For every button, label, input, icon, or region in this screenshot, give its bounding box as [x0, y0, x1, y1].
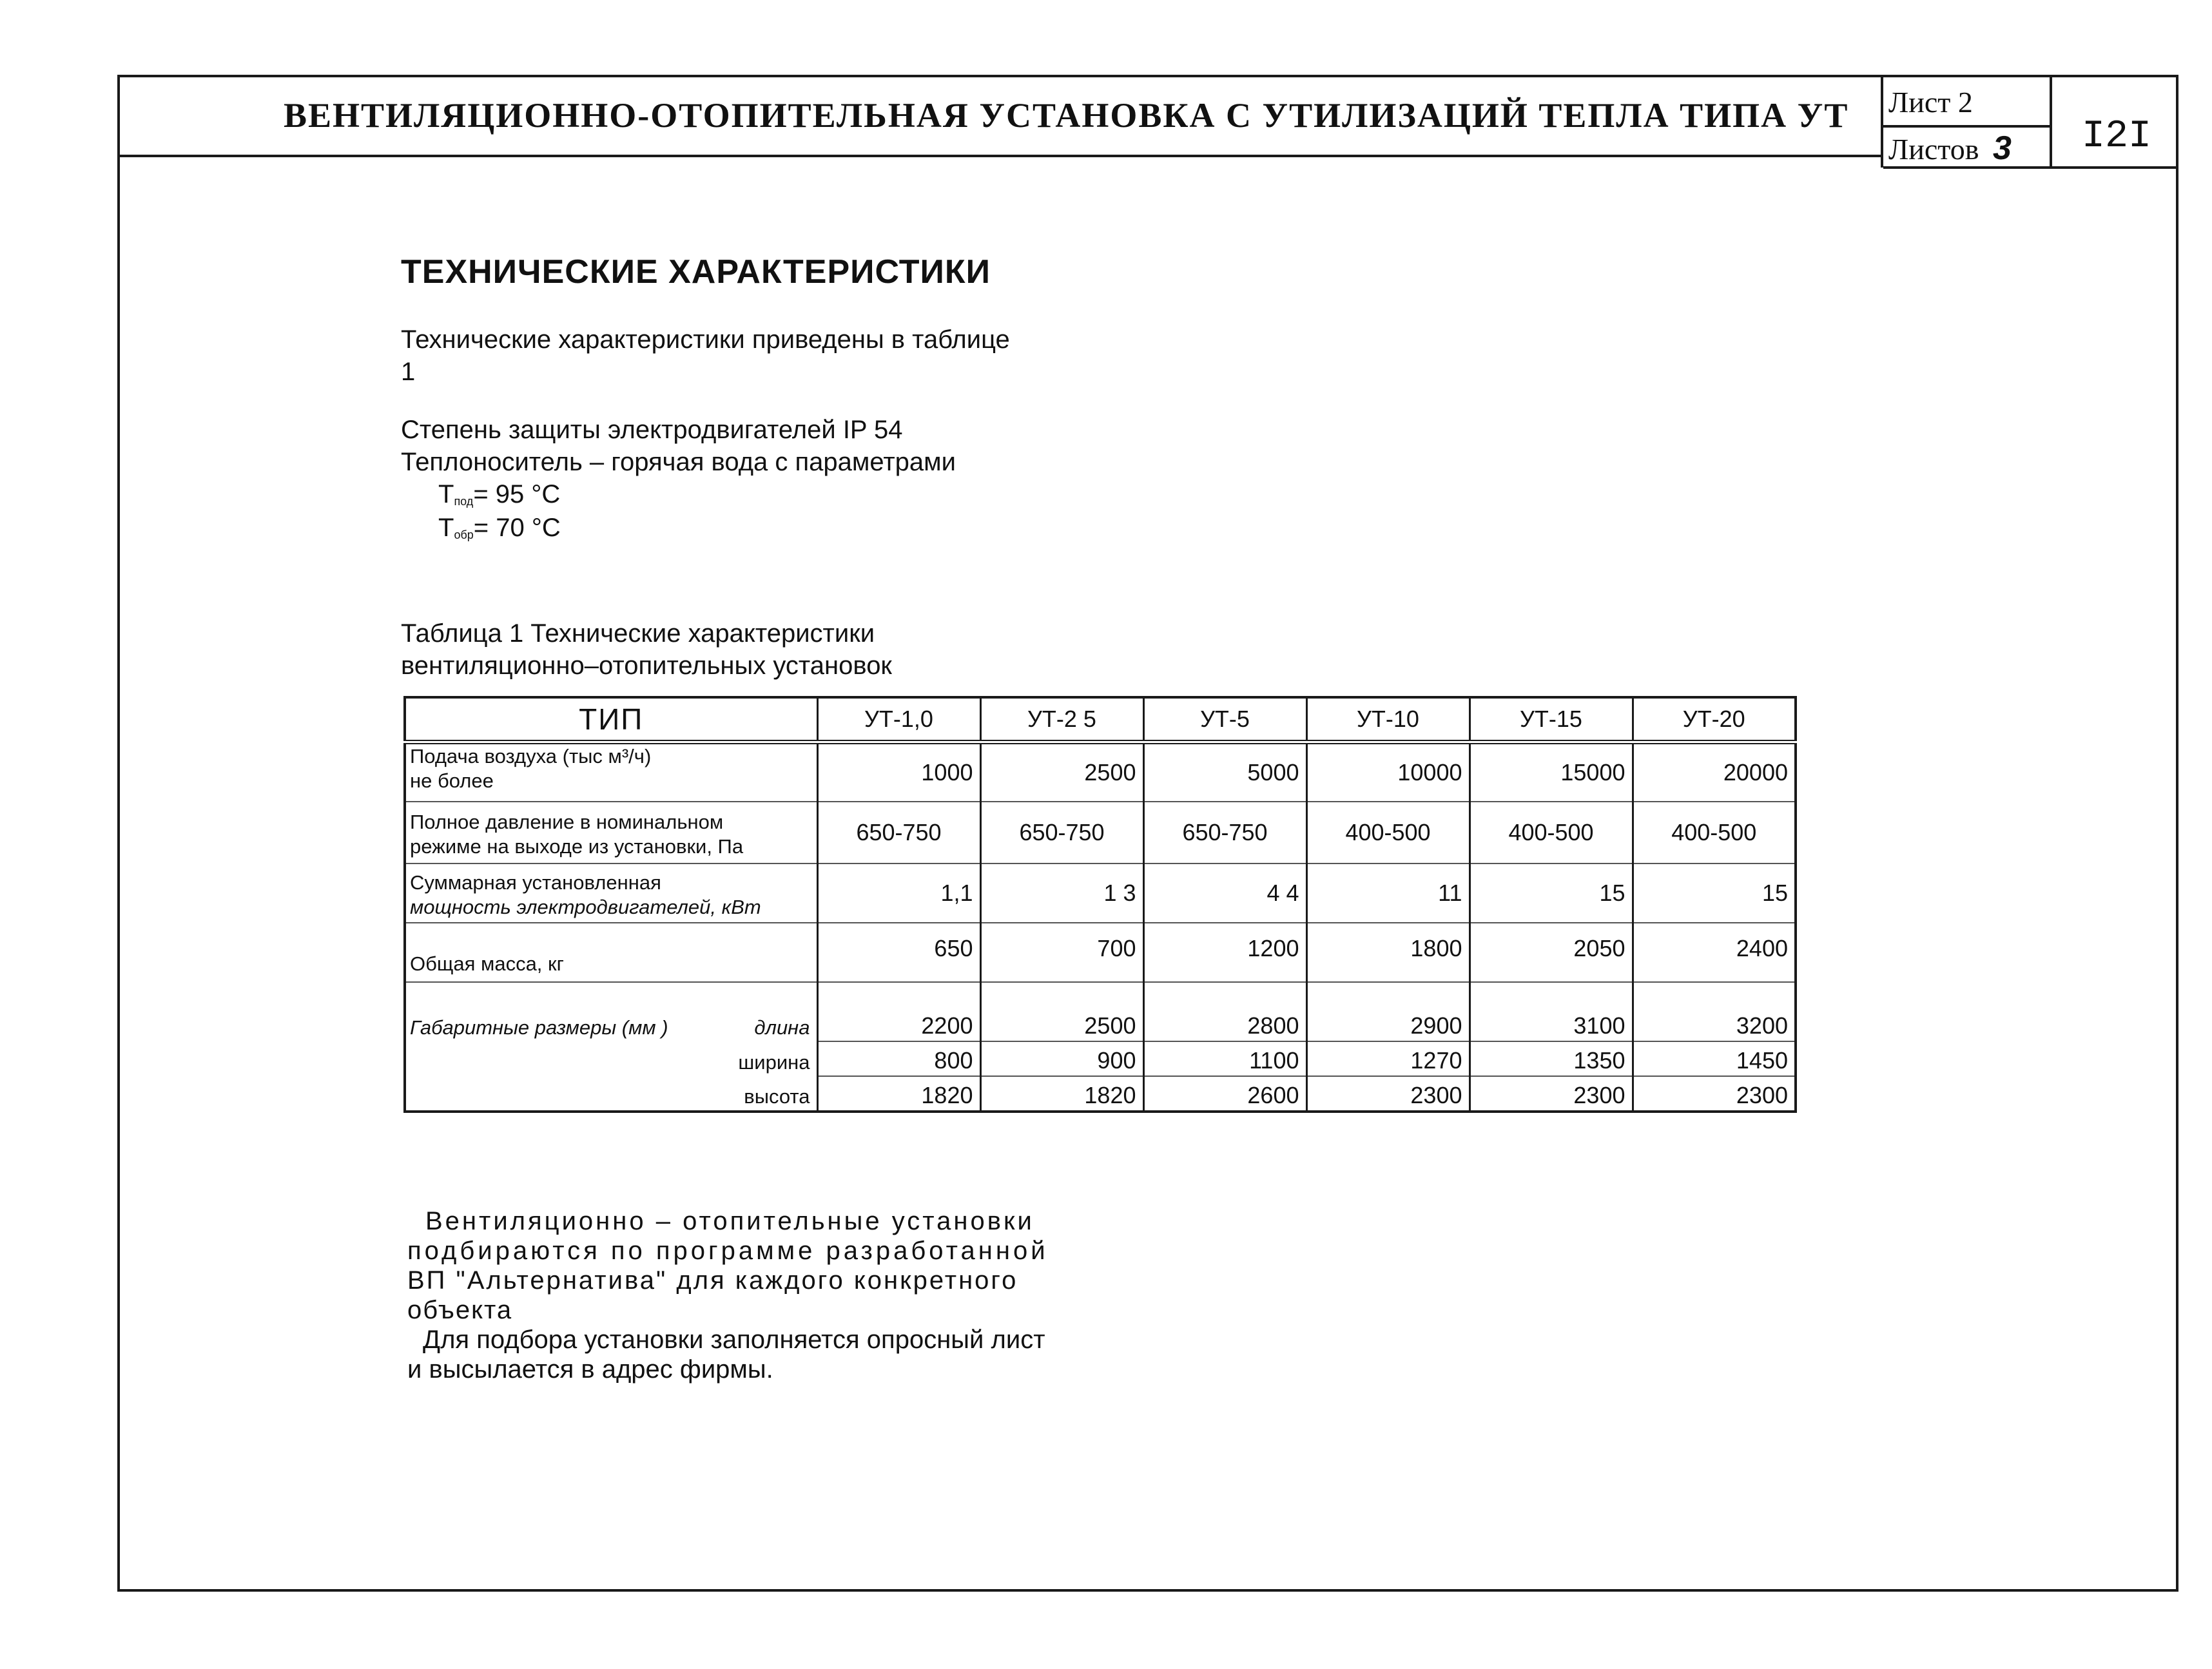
title-block-divider — [1881, 75, 1883, 168]
dimensions-length-label — [410, 1016, 817, 1040]
row-label-line: режиме на выходе из установки, Па — [410, 834, 744, 858]
row-label-line: Суммарная установленная — [410, 871, 661, 894]
column-header: УТ-5 — [1143, 697, 1306, 742]
table-cell: 11 — [1306, 863, 1470, 923]
row-label-height — [405, 1076, 817, 1112]
section-heading: ТЕХНИЧЕСКИЕ ХАРАКТЕРИСТИКИ — [401, 253, 991, 291]
sheets-value: 3 — [1992, 130, 2012, 167]
column-header: УТ-1,0 — [817, 697, 980, 742]
table-cell: 1100 — [1143, 1041, 1306, 1076]
table-cell: 1,1 — [817, 863, 980, 923]
table-header-row — [405, 697, 1796, 742]
table-cell: 650 — [817, 923, 980, 982]
table-cell: 2050 — [1470, 923, 1633, 982]
table-cell: 4 4 — [1143, 863, 1306, 923]
height-label-wrap — [410, 1085, 817, 1109]
row-label-air-supply — [405, 742, 817, 802]
table-cell: 20000 — [1633, 742, 1796, 802]
column-header: УТ-10 — [1306, 697, 1470, 742]
row-label-width — [405, 1041, 817, 1076]
page-number-divider — [2050, 75, 2052, 168]
row-label-pressure — [405, 802, 817, 863]
row-label-power — [405, 863, 817, 923]
table-cell: 10000 — [1306, 742, 1470, 802]
supply-temp-subscript: под — [454, 495, 474, 508]
table-row-pressure — [405, 802, 1796, 863]
sheets-count-cell — [1888, 129, 2012, 168]
intro-line-1: Технические характеристики приведены в таблице — [401, 325, 1010, 354]
column-header: УТ-15 — [1470, 697, 1633, 742]
table-cell: 2300 — [1470, 1076, 1633, 1112]
table-cell: 2400 — [1633, 923, 1796, 982]
table-cell: 1450 — [1633, 1041, 1796, 1076]
table-row-mass — [405, 923, 1796, 982]
intro-line-2: 1 — [401, 358, 416, 386]
table-cell: 2300 — [1633, 1076, 1796, 1112]
table-cell: 1270 — [1306, 1041, 1470, 1076]
table-row-power — [405, 863, 1796, 923]
page-number: I2I — [2082, 115, 2152, 159]
table-row-height — [405, 1076, 1796, 1112]
row-label-line: мощность электродвигателей, кВт — [410, 895, 761, 918]
table-cell: 400-500 — [1633, 802, 1796, 863]
table-cell: 400-500 — [1306, 802, 1470, 863]
sheets-label: Листов — [1888, 133, 1979, 166]
table-row-width — [405, 1041, 1796, 1076]
note-line-5: Для подбора установки заполняется опросный лист — [423, 1326, 1045, 1354]
row-label-line: Полное давление в номинальном — [410, 810, 724, 833]
table-cell: 1820 — [817, 1076, 980, 1112]
row-label-line: Подача воздуха (тыс м³/ч) — [410, 745, 652, 767]
table-cell: 700 — [980, 923, 1143, 982]
note-line-4: объекта — [407, 1296, 513, 1324]
table-cell: 1000 — [817, 742, 980, 802]
row-label-line: не более — [410, 769, 494, 792]
note-line-2: подбираются по программе разработанной — [407, 1237, 1049, 1265]
table-cell: 15000 — [1470, 742, 1633, 802]
column-header: УТ-2 5 — [980, 697, 1143, 742]
table-caption — [401, 617, 892, 682]
table-cell: 1 3 — [980, 863, 1143, 923]
width-label: ширина — [738, 1050, 810, 1074]
supply-temp-symbol: T — [438, 480, 454, 508]
table-cell: 2300 — [1306, 1076, 1470, 1112]
table-row-length — [405, 982, 1796, 1041]
column-header: УТ-20 — [1633, 697, 1796, 742]
table-caption-line-1: Таблица 1 Технические характеристики — [401, 619, 875, 648]
title-block-bottom-line — [117, 155, 1883, 157]
sheet-label: Лист 2 — [1888, 86, 1973, 119]
table-cell: 650-750 — [817, 802, 980, 863]
specifications-table — [403, 696, 1797, 1113]
return-temp-subscript: обр — [454, 528, 474, 541]
table-cell: 1200 — [1143, 923, 1306, 982]
return-temp-symbol: T — [438, 514, 454, 542]
table-caption-line-2: вентиляционно–отопительных установок — [401, 651, 892, 680]
table-cell: 15 — [1633, 863, 1796, 923]
table-cell: 5000 — [1143, 742, 1306, 802]
table-cell: 1820 — [980, 1076, 1143, 1112]
protection-text: Степень защиты электродвигателей IP 54 — [401, 416, 903, 444]
table-row-air-supply — [405, 742, 1796, 802]
coolant-text: Теплоноситель – горячая вода с параметрами — [401, 448, 956, 476]
table-cell: 1350 — [1470, 1041, 1633, 1076]
table-cell: 650-750 — [1143, 802, 1306, 863]
table-cell: 900 — [980, 1041, 1143, 1076]
table-cell: 2600 — [1143, 1076, 1306, 1112]
table-cell: 2500 — [980, 982, 1143, 1041]
row-label-dimensions — [405, 982, 817, 1041]
table-cell: 800 — [817, 1041, 980, 1076]
height-label: высота — [744, 1085, 810, 1108]
return-temperature — [438, 512, 561, 551]
sheet-cells-divider — [1881, 125, 2051, 128]
table-cell: 1800 — [1306, 923, 1470, 982]
table-cell: 3200 — [1633, 982, 1796, 1041]
dimensions-label: Габаритные размеры (мм ) — [410, 1016, 668, 1039]
table-cell: 2200 — [817, 982, 980, 1041]
table-cell: 650-750 — [980, 802, 1143, 863]
type-header: ТИП — [405, 697, 817, 742]
table-cell: 3100 — [1470, 982, 1633, 1041]
table-cell: 2900 — [1306, 982, 1470, 1041]
return-temp-value: = 70 °С — [473, 514, 561, 542]
note-line-3: ВП "Альтернатива" для каждого конкретного — [407, 1266, 1018, 1295]
table-cell: 400-500 — [1470, 802, 1633, 863]
length-label: длина — [754, 1016, 810, 1039]
note-line-1: Вентиляционно – отопительные установки — [425, 1207, 1034, 1235]
row-label-mass: Общая масса, кг — [405, 923, 817, 982]
document-title: ВЕНТИЛЯЦИОННО-ОТОПИТЕЛЬНАЯ УСТАНОВКА С УТИЛИЗАЦИЙ ТЕПЛА ТИПА УТ — [284, 96, 1849, 135]
width-label-wrap — [410, 1050, 817, 1075]
table-cell: 15 — [1470, 863, 1633, 923]
supply-temp-value: = 95 °С — [473, 480, 561, 508]
table-cell: 2800 — [1143, 982, 1306, 1041]
table-cell: 2500 — [980, 742, 1143, 802]
note-line-6: и высылается в адрес фирмы. — [407, 1355, 773, 1384]
